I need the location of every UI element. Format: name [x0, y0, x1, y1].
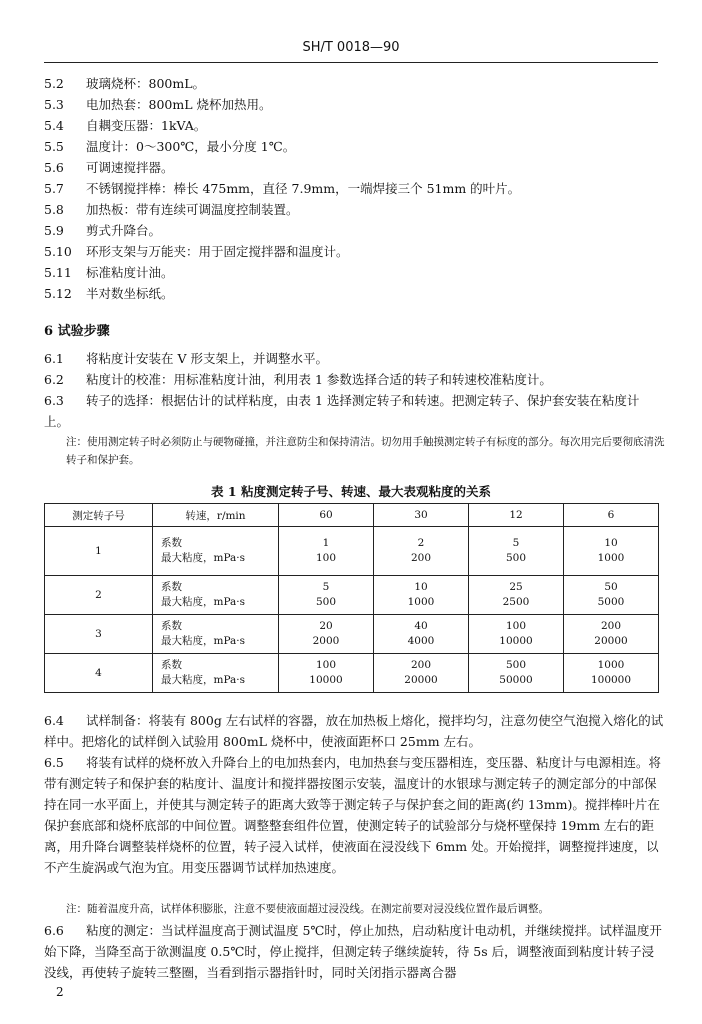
standard-code: SH/T 0018—90: [302, 40, 400, 55]
label-cell: 系数 最大粘度，mPa·s: [153, 654, 279, 693]
table-1-caption: 表 1 粘度测定转子号、转速、最大表观粘度的关系: [211, 484, 491, 499]
section-6-title: 6 试验步骤: [44, 324, 110, 339]
value-cell: 500 50000: [469, 654, 564, 693]
item-5-10: 5.10 环形支架与万能夹：用于固定搅拌器和温度计。: [44, 244, 349, 259]
item-5-7: 5.7 不锈钢搅拌棒：棒长 475mm，直径 7.9mm，一端焊接三个 51mm 的叶片。: [44, 181, 521, 196]
label-cell: 系数 最大粘度，mPa·s: [153, 576, 279, 615]
value-cell: 100 10000: [469, 615, 564, 654]
value-cell: 1000 100000: [564, 654, 659, 693]
step-6-6: 6.6 粘度的测定：当试样温度高于测试温度 5℃时，停止加热，启动粘度计电动机，并继续搅拌。试样温度开始下降，当降至高于欲测温度 0.5℃时，停止搅拌，但测定转子继续旋转，待 5s 后，调整液面到粘度计转子浸没线，再使转子旋转三整圈，当看到指示器指针时，同时关闭指示器离合器: [44, 923, 662, 980]
value-cell: 100 10000: [279, 654, 374, 693]
value-cell: 2 200: [374, 527, 469, 576]
item-5-5: 5.5 温度计：0～300℃，最小分度 1℃。: [44, 139, 296, 154]
header-speed: 转速，r/min: [153, 504, 279, 527]
item-5-3: 5.3 电加热套：800mL 烧杯加热用。: [44, 97, 272, 112]
header-rotor: 测定转子号: [45, 504, 153, 527]
step-6-1: 6.1 将粘度计安装在 V 形支架上，并调整水平。: [44, 351, 328, 366]
value-cell: 5 500: [469, 527, 564, 576]
value-cell: 200 20000: [564, 615, 659, 654]
table-1: [44, 503, 659, 693]
value-cell: 20 2000: [279, 615, 374, 654]
item-5-12: 5.12 半对数坐标纸。: [44, 286, 174, 301]
value-cell: 10 1000: [374, 576, 469, 615]
table-header-row: [45, 504, 659, 527]
step-6-3: 6.3 转子的选择：根据估计的试样粘度，由表 1 选择测定转子和转速。把测定转子、保护套安装在粘度计上。: [44, 393, 640, 429]
item-5-6: 5.6 可调速搅拌器。: [44, 160, 174, 175]
header-speed-value: 6: [564, 504, 659, 527]
table-row: [45, 654, 659, 693]
item-5-8: 5.8 加热板：带有连续可调温度控制装置。: [44, 202, 299, 217]
label-cell: 系数 最大粘度，mPa·s: [153, 615, 279, 654]
rotor-cell: 4: [45, 654, 153, 693]
note-6-3: 注：使用测定转子时必须防止与硬物碰撞，并注意防尘和保持清洁。切勿用手触摸测定转子有标度的部分。每次用完后要彻底清洗转子和保护套。: [66, 436, 665, 466]
table-row: [45, 576, 659, 615]
label-cell: 系数 最大粘度，mPa·s: [153, 527, 279, 576]
table-row: [45, 615, 659, 654]
value-cell: 1 100: [279, 527, 374, 576]
step-6-5: 6.5 将装有试样的烧杯放入升降台上的电加热套内，电加热套与变压器相连，变压器、粘度计与电源相连。将带有测定转子和保护套的粘度计、温度计和搅拌器按图示安装，温度计的水银球与测定转子的测定部分的中部保持在同一水平面上，并使其与测定转子的距离大致等于测定转子与保护套之间的距离(约 13mm)。搅拌棒叶片在保护套底部和烧杯底部的中间位置。调整整套组件位置，使测定转子的试验部分与烧杯壁保持 19mm 左右的距离，用升降台调整装样烧杯的位置，转子浸入试样，使液面在浸没线下 6mm 处。开始搅拌，调整搅拌速度，以不产生旋涡或气泡为宜。用变压器调节试样加热速度。: [44, 755, 662, 875]
header-speed-value: 60: [279, 504, 374, 527]
header-speed-value: 30: [374, 504, 469, 527]
value-cell: 40 4000: [374, 615, 469, 654]
note-6-5: 注：随着温度升高，试样体积膨胀，注意不要使液面超过浸没线。在测定前要对浸没线位置作最后调整。: [66, 903, 549, 915]
rotor-cell: 1: [45, 527, 153, 576]
header-rule: [44, 62, 658, 63]
item-5-2: 5.2 玻璃烧杯：800mL。: [44, 76, 206, 91]
page-number: 2: [56, 985, 64, 999]
rotor-cell: 3: [45, 615, 153, 654]
table-row: [45, 527, 659, 576]
item-5-11: 5.11 标准粘度计油。: [44, 265, 174, 280]
step-6-2: 6.2 粘度计的校准：用标准粘度计油，利用表 1 参数选择合适的转子和转速校准粘度计。: [44, 372, 552, 387]
value-cell: 10 1000: [564, 527, 659, 576]
value-cell: 5 500: [279, 576, 374, 615]
value-cell: 50 5000: [564, 576, 659, 615]
value-cell: 200 20000: [374, 654, 469, 693]
step-6-4: 6.4 试样制备：将装有 800g 左右试样的容器，放在加热板上熔化，搅拌均匀，注意勿使空气泡搅入熔化的试样中。把熔化的试样倒入试验用 800mL 烧杯中，使液面距杯口 25mm 左右。: [44, 713, 664, 749]
header-speed-value: 12: [469, 504, 564, 527]
item-5-9: 5.9 剪式升降台。: [44, 223, 162, 238]
value-cell: 25 2500: [469, 576, 564, 615]
rotor-cell: 2: [45, 576, 153, 615]
item-5-4: 5.4 自耦变压器：1kVA。: [44, 118, 207, 133]
